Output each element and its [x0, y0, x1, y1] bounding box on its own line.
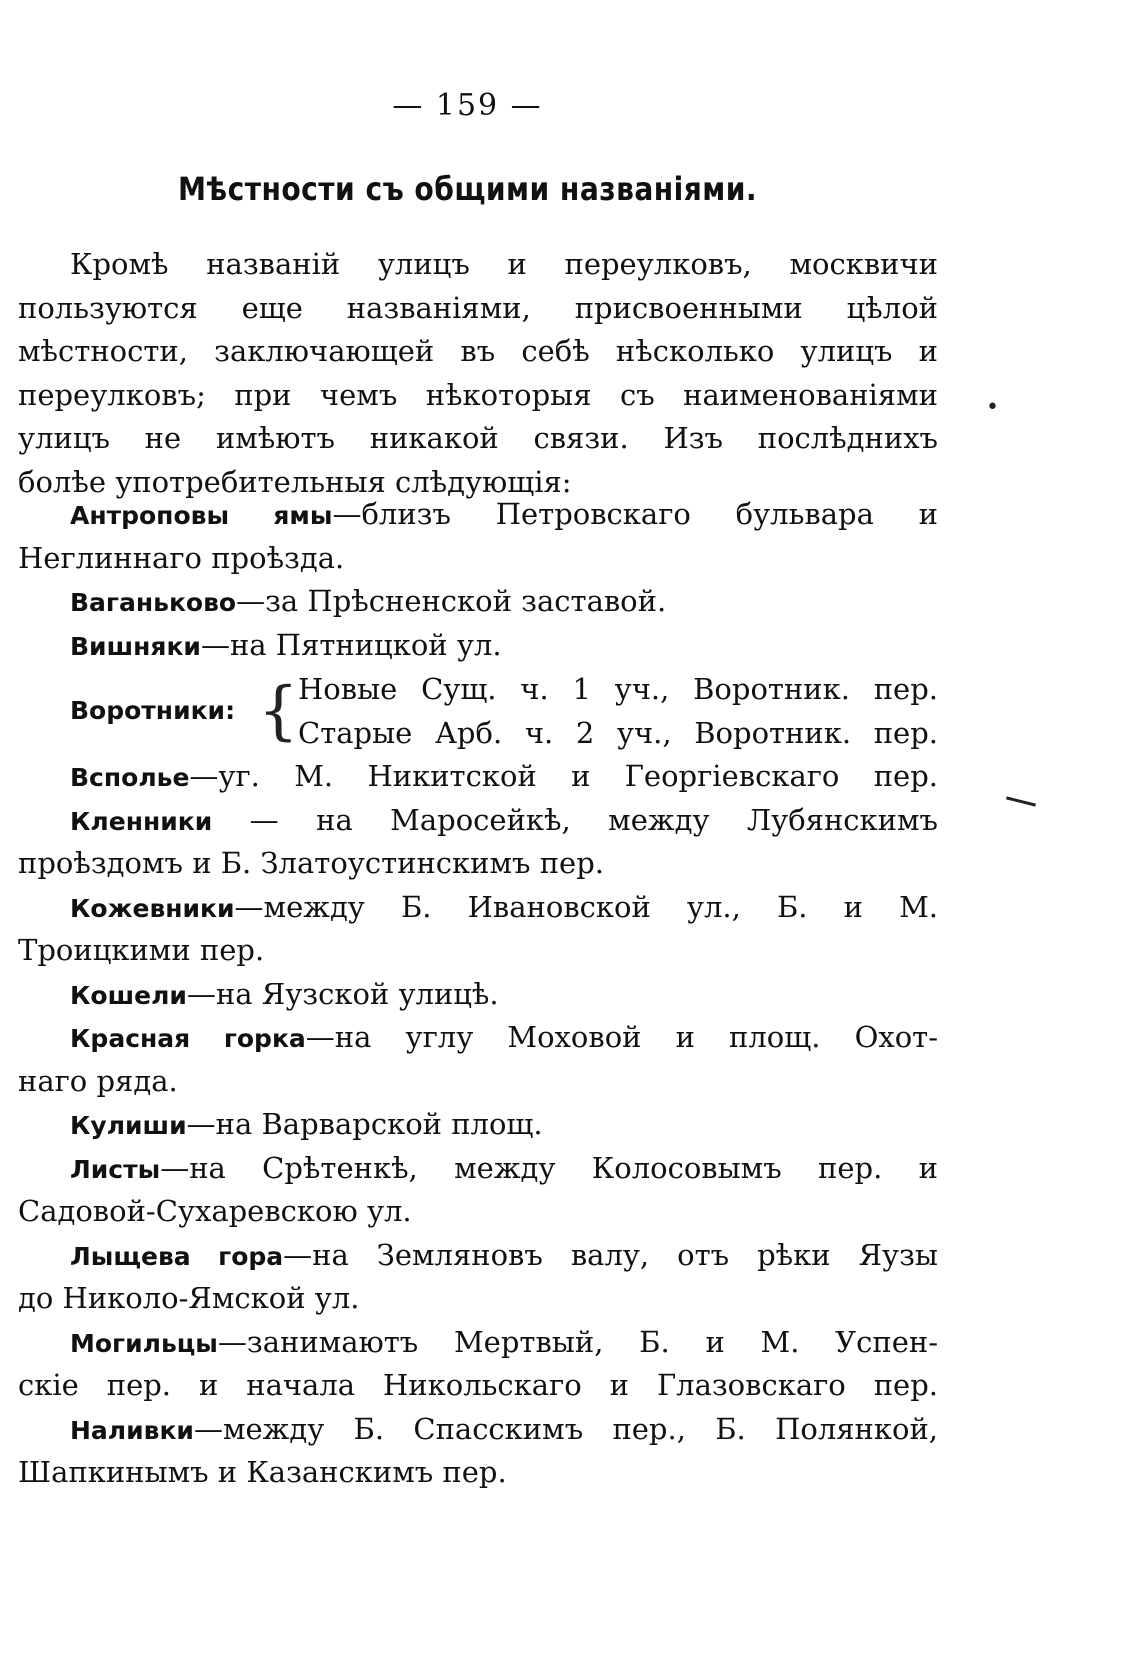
entry-term: Могильцы [70, 1328, 218, 1358]
page-number: — 159 — [392, 88, 543, 123]
intro-line: пользуются еще названіями, присвоенными цѣлой [18, 290, 938, 325]
entry-continuation: проѣздомъ и Б. Златоустинскимъ пер. [18, 846, 604, 880]
entry-text: —близъ Петровскаго бульвара и [332, 497, 938, 531]
intro-line: улицъ не имѣютъ никакой связи. Изъ послѣднихъ [18, 421, 938, 455]
brace-mark: { [258, 674, 299, 748]
entry-term: Красная горка [70, 1024, 306, 1053]
entry-continuation: Неглиннаго проѣзда. [18, 540, 345, 575]
entry-text: —на Пятницкой ул. [200, 627, 502, 662]
entry-text: —между Б. Спасскимъ пер., Б. Полянкой, [193, 1411, 938, 1446]
entry-text: —на Земляновъ валу, отъ рѣки Яузы [283, 1237, 938, 1272]
intro-line: мѣстности, заключающей въ себѣ нѣсколько улицъ и [18, 334, 938, 368]
entry-text: Старые Арб. ч. 2 уч., Воротник. пер. [298, 716, 938, 750]
entry-continuation: скіе пер. и начала Никольскаго и Глазовскаго пер. [18, 1368, 938, 1402]
entry-term: Лыщева гора [70, 1241, 284, 1271]
entry-text: —за Прѣсненской заставой. [236, 584, 667, 618]
entry-term: Ваганьково [70, 588, 237, 617]
entry [18, 973, 938, 1017]
entry-term: Антроповы ямы [70, 501, 333, 530]
entry-term: Кожевники [70, 893, 235, 923]
entry-term: Наливки [70, 1415, 194, 1445]
entry-text: —на углу Моховой и площ. Охот- [305, 1020, 938, 1054]
entry [18, 580, 938, 624]
entries-list [18, 493, 938, 1495]
intro-line: болѣе употребительныя слѣдующія: [18, 464, 572, 499]
entry-text: —на Яузской улицѣ. [186, 976, 499, 1011]
entry-continuation: Садовой-Сухаревскою ул. [18, 1194, 412, 1228]
entry-text: — на Маросейкѣ, между Лубянскимъ [212, 802, 938, 837]
intro-paragraph [18, 243, 938, 504]
entry [18, 1016, 938, 1060]
entry [18, 624, 938, 668]
entry-term: Воротники: [70, 696, 236, 725]
entry [18, 1147, 938, 1191]
entry-term: Всполье [70, 763, 190, 792]
entry-braced [18, 667, 938, 755]
entry [18, 1408, 938, 1452]
entry-text: —уг. М. Никитской и Георгіевскаго пер. [189, 759, 938, 793]
margin-dash-mark [1006, 796, 1036, 806]
entry-term: Листы [70, 1154, 161, 1184]
entry [18, 1321, 938, 1365]
entry [18, 1234, 938, 1278]
margin-dot-mark: • [986, 395, 999, 420]
entry-term: Кошели [70, 980, 187, 1010]
entry-continuation: наго ряда. [18, 1063, 178, 1098]
entry-text: Новые Сущ. ч. 1 уч., Воротник. пер. [298, 672, 938, 706]
intro-line: Кромѣ названій улицъ и переулковъ, москвичи [70, 247, 938, 281]
entry-text: —между Б. Ивановской ул., Б. и М. [234, 889, 938, 924]
entry [18, 755, 938, 799]
entry [18, 493, 938, 537]
entry-continuation: Троицкими пер. [18, 933, 265, 967]
section-title: Мѣстности съ общими названіями. [177, 170, 758, 208]
entry-continuation: до Николо-Ямской ул. [18, 1281, 360, 1315]
entry-continuation: Шапкинымъ и Казанскимъ пер. [18, 1455, 507, 1489]
entry-term: Кленники [70, 806, 213, 836]
entry-term: Вишняки [70, 631, 201, 661]
entry [18, 799, 938, 843]
entry-term: Кулиши [70, 1111, 187, 1140]
entry [18, 1103, 938, 1147]
entry [18, 886, 938, 930]
entry-text: —на Варварской площ. [186, 1107, 543, 1141]
entry-text: —на Срѣтенкѣ, между Колосовымъ пер. и [160, 1150, 938, 1185]
intro-line: переулковъ; при чемъ нѣкоторыя съ наименованіями [18, 377, 938, 412]
entry-text: —занимаютъ Мертвый, Б. и М. Успен- [217, 1324, 938, 1359]
